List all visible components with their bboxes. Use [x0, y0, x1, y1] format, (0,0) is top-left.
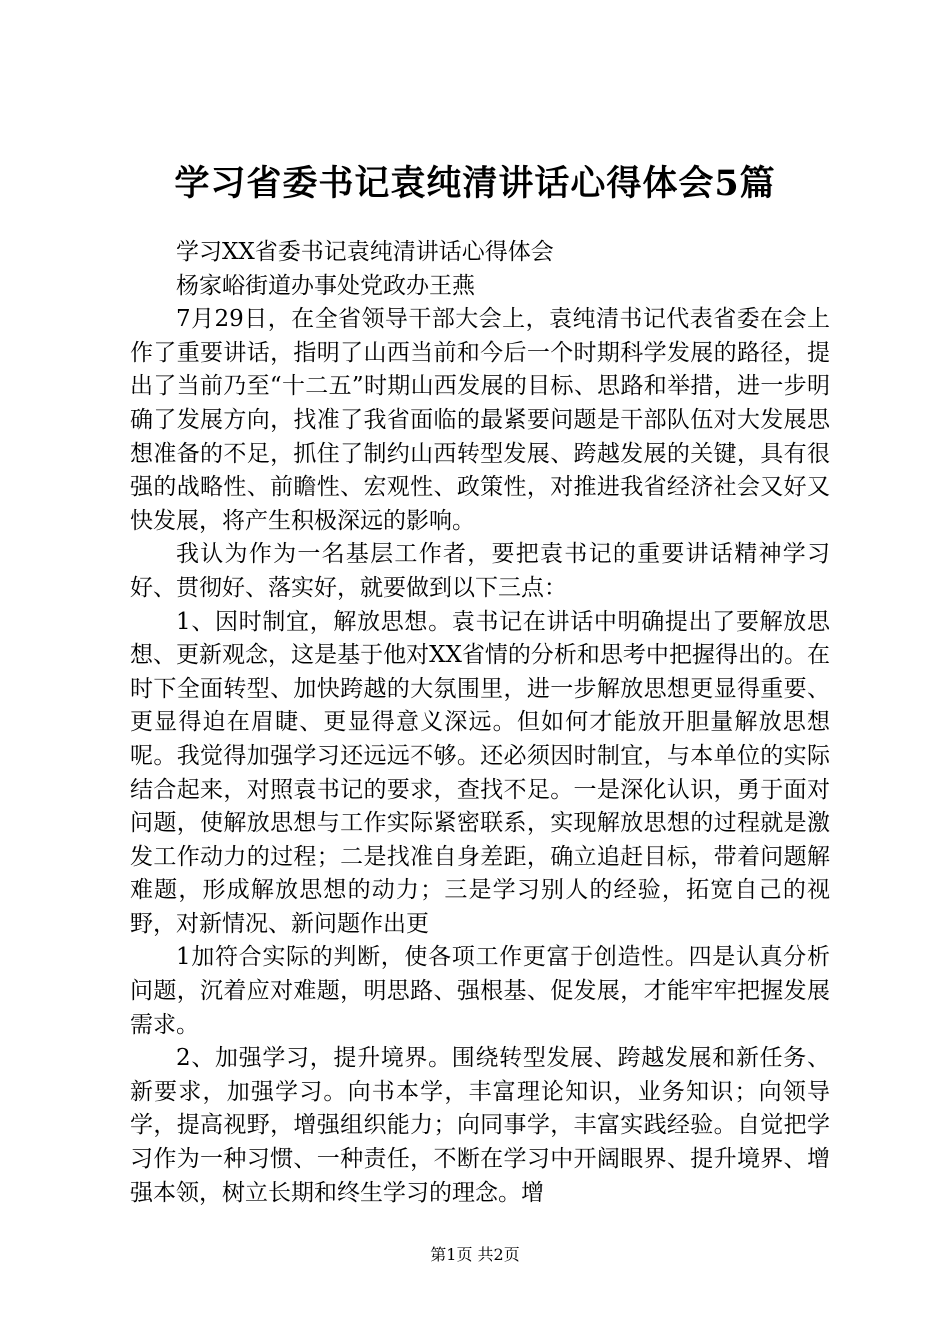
document-body — [130, 236, 830, 1210]
page-number-footer: 第1页 共2页 — [430, 1245, 520, 1264]
body-paragraph: 1加符合实际的判断，使各项工作更富于创造性。四是认真分析问题，沉着应对难题，明思路、强根基、促发展，才能牢牢把握发展需求。 — [130, 944, 830, 1038]
body-paragraph-subtitle: 学习XX省委书记袁纯清讲话心得体会 — [176, 239, 554, 265]
body-paragraph: 我认为作为一名基层工作者，要把袁书记的重要讲话精神学习好、贯彻好、落实好，就要做到以下三点： — [130, 541, 830, 601]
body-paragraph: 2、加强学习，提升境界。围绕转型发展、跨越发展和新任务、新要求，加强学习。向书本学，丰富理论知识，业务知识；向领导学，提高视野，增强组织能力；向同事学，丰富实践经验。自觉把学习作为一种习惯、一种责任，不断在学习中开阔眼界、提升境界、增强本领，树立长期和终生学习的理念。增 — [130, 1045, 830, 1206]
body-paragraph: 7月29日，在全省领导干部大会上，袁纯清书记代表省委在会上作了重要讲话，指明了山西当前和今后一个时期科学发展的路径，提出了当前乃至“十二五”时期山西发展的目标、思路和举措，进一步明确了发展方向，找准了我省面临的最紧要问题是干部队伍对大发展思想准备的不足，抓住了制约山西转型发展、跨越发展的关键，具有很强的战略性、前瞻性、宏观性、政策性，对推进我省经济社会又好又快发展，将产生积极深远的影响。 — [130, 306, 830, 534]
body-paragraph: 1、因时制宜，解放思想。袁书记在讲话中明确提出了要解放思想、更新观念，这是基于他对XX省情的分析和思考中把握得出的。在时下全面转型、加快跨越的大氛围里，进一步解放思想更显得重要、更显得迫在眉睫、更显得意义深远。但如何才能放开胆量解放思想呢。我觉得加强学习还远远不够。还必须因时制宜，与本单位的实际结合起来，对照袁书记的要求，查找不足。一是深化认识，勇于面对问题，使解放思想与工作实际紧密联系，实现解放思想的过程就是激发工作动力的过程；二是找准自身差距，确立追赶目标，带着问题解难题，形成解放思想的动力；三是学习别人的经验，拓宽自己的视野，对新情况、新问题作出更 — [130, 608, 830, 937]
body-paragraph-author: 杨家峪街道办事处党政办王燕 — [176, 272, 475, 299]
document-title: 学习省委书记袁纯清讲话心得体会5篇 — [174, 163, 776, 204]
